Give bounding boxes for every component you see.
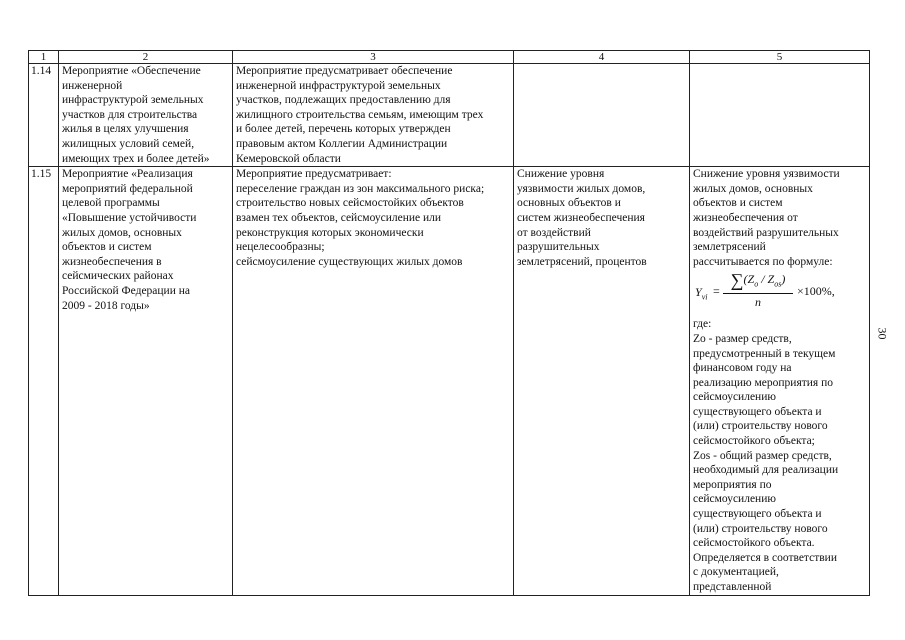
text-line: объектов и систем	[693, 197, 783, 210]
text-line: жизнеобеспечения в	[62, 255, 162, 268]
text-line: 2009 - 2018 годы»	[62, 299, 150, 312]
formula-lhs: $Y_{vi}$	[695, 285, 708, 302]
text-line: целевой программы	[62, 197, 160, 210]
text-line: землетрясений, процентов	[517, 255, 647, 268]
header-cell-5: 5	[690, 51, 870, 64]
formula-denominator: n	[755, 295, 761, 310]
text-line: Мероприятие предусматривает:	[236, 168, 392, 181]
calculation-text-top	[693, 167, 866, 269]
formula-numerator: $\sum(Z_o / Z_{os})$	[723, 272, 793, 294]
indicator-cell	[514, 167, 690, 595]
text-line: основных объектов и	[517, 197, 621, 210]
text-line: сейсмостойкого объекта;	[693, 435, 815, 448]
text-line: имеющих трех и более детей»	[62, 152, 210, 165]
text-line: участков для строительства	[62, 108, 198, 121]
text-line: участков, подлежащих предоставлению для	[236, 94, 451, 107]
text-line: инфраструктурой земельных	[62, 94, 204, 107]
text-line: Zo - размер средств,	[693, 332, 792, 345]
text-line: Снижение уровня уязвимости	[693, 168, 840, 181]
text-line: реконструкция которых экономически	[236, 226, 424, 239]
measure-name-cell	[59, 167, 233, 595]
text-line: существующего объекта и	[693, 405, 822, 418]
text-line: (или) строительству нового	[693, 420, 828, 433]
calculation-text-bottom	[693, 317, 866, 594]
header-cell-2: 2	[59, 51, 233, 64]
measure-name-cell	[59, 64, 233, 167]
text-line: разрушительных	[517, 241, 600, 254]
text-line: нецелесообразны;	[236, 241, 325, 254]
text-line: жилищного строительства семьям, имеющим трех	[236, 108, 484, 121]
text-line: жилищных условий семей,	[62, 137, 195, 150]
header-cell-3: 3	[233, 51, 514, 64]
text-line: существующего объекта и	[693, 508, 822, 521]
text-line: воздействий разрушительных	[693, 226, 839, 239]
text-line: Определяется в соответствии	[693, 551, 837, 564]
formula-fraction	[723, 272, 793, 310]
text-line: Мероприятие предусматривает обеспечение	[236, 65, 453, 77]
text-line: мероприятия по	[693, 478, 772, 491]
text-line: от воздействий	[517, 226, 591, 239]
text-line: необходимый для реализации	[693, 464, 839, 477]
page-number: 30	[875, 327, 890, 340]
text-line: представленной	[693, 581, 772, 593]
row-number: 1.14	[29, 64, 59, 167]
text-line: инженерной	[62, 79, 123, 92]
text-line: строительство новых сейсмостойких объектов	[236, 197, 464, 210]
text-line: мероприятий федеральной	[62, 182, 193, 195]
calculation-cell	[690, 64, 870, 167]
text-line: Мероприятие «Обеспечение	[62, 65, 201, 77]
measure-description-cell	[233, 64, 514, 167]
text-line: землетрясений	[693, 241, 766, 254]
text-line: Кемеровской области	[236, 152, 341, 165]
text-line: правовым актом Коллегии Администрации	[236, 137, 448, 150]
measure-description-cell	[233, 167, 514, 595]
table-row-1-15	[29, 167, 870, 595]
measures-table	[28, 50, 870, 596]
text-line: где:	[693, 318, 712, 331]
text-line: предусмотренный в текущем	[693, 347, 836, 360]
text-line: финансовом году на	[693, 362, 792, 375]
text-line: уязвимости жилых домов,	[517, 182, 646, 195]
text-line: сейсмоусиление существующих жилых домов	[236, 255, 463, 268]
text-line: рассчитывается по формуле:	[693, 255, 833, 268]
text-line: с документацией,	[693, 566, 779, 579]
text-line: объектов и систем	[62, 241, 152, 254]
formula-equals: =	[713, 284, 720, 299]
table-header-row	[29, 51, 870, 64]
text-line: Zos - общий размер средств,	[693, 449, 832, 462]
text-line: жизнеобеспечения от	[693, 211, 798, 224]
row-number: 1.15	[29, 167, 59, 595]
text-line: взамен тех объектов, сейсмоусиление или	[236, 211, 442, 224]
text-line: «Повышение устойчивости	[62, 211, 197, 224]
text-line: реализацию мероприятия по	[693, 376, 833, 389]
text-line: (или) строительству нового	[693, 522, 828, 535]
vulnerability-formula	[693, 272, 866, 314]
table-row-1-14	[29, 64, 870, 167]
text-line: сейсмических районах	[62, 270, 174, 283]
text-line: инженерной инфраструктурой земельных	[236, 79, 441, 92]
text-line: жилых домов, основных	[62, 226, 182, 239]
header-cell-4: 4	[514, 51, 690, 64]
text-line: переселение граждан из зон максимального риска;	[236, 182, 485, 195]
calculation-cell	[690, 167, 870, 595]
text-line: и более детей, перечень которых утвержден	[236, 123, 451, 136]
text-line: Снижение уровня	[517, 168, 605, 181]
text-line: Российской Федерации на	[62, 284, 190, 297]
text-line: Мероприятие «Реализация	[62, 168, 193, 181]
text-line: сейсмоусилению	[693, 493, 776, 506]
text-line: сейсмоусилению	[693, 391, 776, 404]
indicator-cell	[514, 64, 690, 167]
formula-multiplier: ×100%,	[797, 284, 835, 299]
text-line: систем жизнеобеспечения	[517, 211, 645, 224]
text-line: жилья в целях улучшения	[62, 123, 189, 136]
text-line: жилых домов, основных	[693, 182, 813, 195]
header-cell-1: 1	[29, 51, 59, 64]
text-line: сейсмостойкого объекта.	[693, 537, 815, 550]
